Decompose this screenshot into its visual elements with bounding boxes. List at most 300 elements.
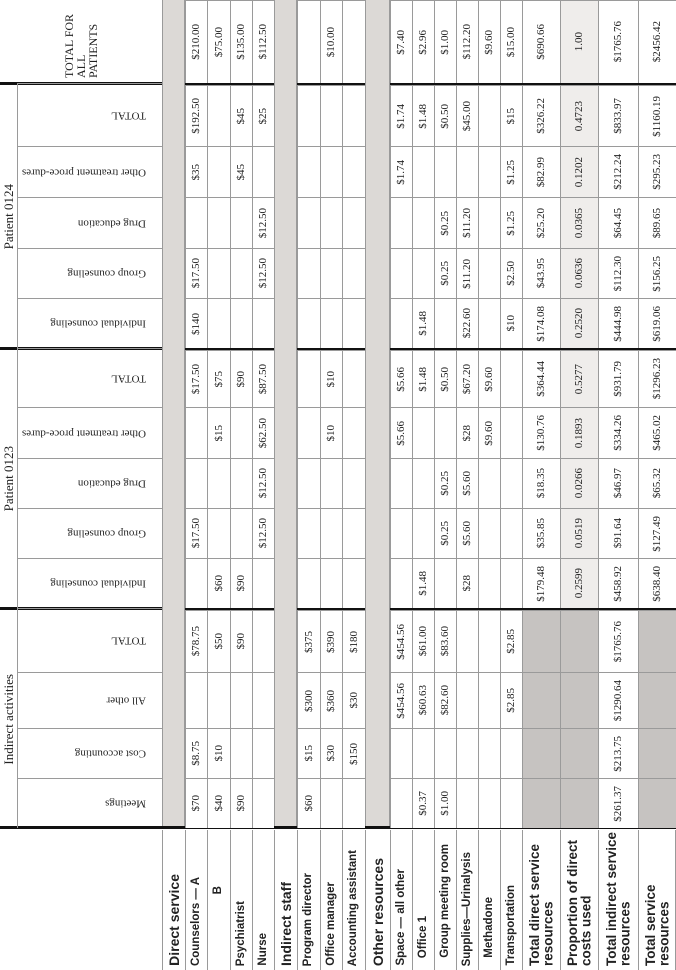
table-cell — [456, 610, 478, 672]
table-cell — [500, 146, 522, 197]
table-cell — [390, 197, 412, 248]
table-cell — [638, 610, 676, 672]
cell-value: $35.85 — [535, 518, 547, 549]
cell-value: $12.50 — [257, 518, 269, 549]
cell-value: $5.60 — [461, 471, 473, 496]
table-cell — [522, 85, 560, 146]
table-cell — [456, 558, 478, 608]
table-cell — [185, 458, 207, 508]
cell-value: $295.23 — [651, 154, 663, 190]
table-cell — [297, 0, 320, 83]
table-cell — [320, 85, 342, 146]
cell-value: $5.66 — [395, 366, 407, 392]
cell-value: $127.49 — [651, 515, 663, 552]
table-cell — [207, 458, 230, 508]
table-cell — [638, 248, 676, 298]
row-label-text: Accounting assistant — [347, 849, 360, 966]
cell-value: $0.37 — [417, 791, 429, 816]
row-label-transportation — [500, 830, 522, 970]
table-cell — [185, 146, 207, 197]
table-cell — [390, 610, 412, 672]
table-cell — [434, 458, 456, 508]
table-cell — [207, 508, 230, 558]
cell-value: $78.75 — [190, 626, 202, 657]
cell-value: $1.48 — [417, 103, 429, 129]
table-cell — [252, 458, 274, 508]
table-cell — [500, 728, 522, 778]
cell-value: 0.0519 — [573, 518, 585, 549]
table-cell — [456, 728, 478, 778]
table-cell — [207, 728, 230, 778]
table-cell — [478, 672, 500, 728]
cell-value: $61.00 — [417, 626, 429, 657]
table-cell — [297, 298, 320, 348]
cell-value: $130.76 — [535, 415, 547, 451]
cell-value: $0.25 — [439, 210, 451, 236]
cell-value: $454.56 — [395, 623, 407, 660]
cell-value: $45 — [235, 163, 247, 181]
table-cell — [185, 298, 207, 348]
cell-value: 1.00 — [573, 32, 585, 52]
row-label-text: Total direct service resources — [527, 843, 556, 966]
column-header-label: Other treatment proce-dures — [22, 166, 146, 179]
table-cell — [456, 350, 478, 407]
row-label-indirect-staff — [274, 830, 297, 970]
column-header-label: Group counseling — [67, 527, 146, 540]
table-cell — [434, 508, 456, 558]
table-cell — [598, 298, 638, 348]
cell-value: $0.50 — [439, 103, 451, 129]
table-cell — [207, 197, 230, 248]
table-cell — [185, 407, 207, 458]
table-cell — [500, 508, 522, 558]
table-cell — [320, 197, 342, 248]
row-label-total-service-resources — [638, 830, 676, 970]
column-header-drug-education — [17, 197, 162, 248]
table-cell — [297, 558, 320, 608]
table-cell — [185, 197, 207, 248]
table-cell — [207, 0, 230, 83]
table-cell — [434, 146, 456, 197]
table-cell — [434, 298, 456, 348]
table-cell — [478, 407, 500, 458]
table-cell — [522, 407, 560, 458]
table-cell — [638, 508, 676, 558]
column-header-label: TOTAL — [111, 109, 146, 122]
cell-value: $15.00 — [505, 26, 517, 58]
row-label-other-resources — [365, 830, 390, 970]
cell-value: $10.00 — [325, 26, 337, 58]
row-label-group-meeting-room — [434, 830, 456, 970]
table-cell — [297, 672, 320, 728]
cell-value: $90 — [235, 633, 247, 650]
table-cell — [412, 350, 434, 407]
cell-value: $210.00 — [190, 24, 202, 60]
table-cell — [230, 672, 252, 728]
column-header-other-treatment-proce-dures — [17, 146, 162, 197]
table-cell — [434, 778, 456, 828]
cell-value: 0.0636 — [573, 258, 585, 289]
cell-value: $35 — [190, 163, 202, 181]
row-label-total-direct-service-resources — [522, 830, 560, 970]
table-cell — [390, 672, 412, 728]
group-header-patient-0123 — [0, 350, 17, 608]
table-cell — [320, 778, 342, 828]
table-cell — [390, 0, 412, 83]
cell-value: $638.40 — [651, 565, 663, 602]
cell-value: $22.60 — [461, 308, 473, 339]
table-cell — [522, 0, 560, 83]
column-header-total — [17, 83, 162, 146]
cell-value: $1.25 — [505, 210, 517, 236]
cell-value: $213.75 — [612, 735, 624, 772]
table-cell — [230, 85, 252, 146]
cell-value: $458.92 — [612, 565, 624, 602]
table-cell — [456, 146, 478, 197]
table-cell — [342, 350, 365, 407]
table-cell — [342, 672, 365, 728]
table-cell — [598, 672, 638, 728]
table-cell — [638, 0, 676, 83]
cell-value: $364.44 — [535, 361, 547, 397]
cell-value: $15 — [302, 745, 315, 762]
row-label-space-all-other — [390, 830, 412, 970]
cell-value: $60 — [212, 575, 225, 592]
table-cell — [320, 458, 342, 508]
table-cell — [500, 407, 522, 458]
table-cell — [434, 610, 456, 672]
table-cell — [252, 558, 274, 608]
table-cell — [342, 85, 365, 146]
table-cell — [185, 85, 207, 146]
table-cell — [478, 146, 500, 197]
table-cell — [412, 508, 434, 558]
row-label-text: Nurse — [256, 933, 269, 966]
table-cell — [412, 610, 434, 672]
cell-value: $0.50 — [439, 366, 451, 392]
cell-value: $90 — [235, 575, 247, 592]
table-cell — [598, 508, 638, 558]
table-cell — [560, 85, 598, 146]
cell-value: $2.85 — [505, 688, 517, 713]
row-label-program-director — [297, 830, 320, 970]
cell-value: $17.50 — [190, 363, 202, 395]
table-cell — [390, 85, 412, 146]
group-title: Patient 0124 — [0, 183, 16, 250]
column-header-individual-counseling — [17, 558, 162, 608]
row-label-text: Indirect staff — [278, 881, 294, 966]
table-cell — [185, 0, 207, 83]
row-label-text: B — [212, 885, 225, 894]
table-cell — [456, 407, 478, 458]
cell-value: $0.25 — [439, 261, 451, 286]
table-cell — [500, 248, 522, 298]
table-cell — [230, 610, 252, 672]
cell-value: $28 — [461, 424, 473, 442]
cell-value: $150 — [347, 742, 360, 765]
table-cell — [638, 146, 676, 197]
table-cell — [390, 350, 412, 407]
table-cell — [342, 248, 365, 298]
table-cell — [252, 610, 274, 672]
table-cell — [598, 778, 638, 828]
table-cell — [522, 558, 560, 608]
cell-value: $619.06 — [651, 305, 663, 342]
table-cell — [207, 248, 230, 298]
table-cell — [412, 728, 434, 778]
cell-value: $62.50 — [257, 417, 269, 449]
table-cell — [207, 350, 230, 407]
table-cell — [342, 558, 365, 608]
table-cell — [342, 610, 365, 672]
table-cell — [560, 778, 598, 828]
cell-value: $300 — [302, 689, 315, 712]
row-label-text: Psychiatrist — [234, 900, 247, 966]
table-cell — [478, 197, 500, 248]
cell-value: $326.22 — [535, 98, 547, 134]
table-cell — [207, 778, 230, 828]
cell-value: $2.96 — [417, 29, 429, 55]
cell-value: $9.60 — [483, 29, 495, 55]
cell-value: $375 — [302, 630, 315, 653]
table-cell — [478, 778, 500, 828]
row-label-text: Counselors — A — [189, 876, 202, 966]
column-header-group-counseling — [17, 248, 162, 298]
table-cell — [522, 672, 560, 728]
cell-value: $1.48 — [417, 571, 429, 596]
row-label-text: Program director — [302, 872, 315, 966]
table-cell — [598, 610, 638, 672]
table-cell — [252, 0, 274, 83]
row-label-total-indirect-service-resources — [598, 830, 638, 970]
column-header-label: TOTAL — [111, 634, 146, 647]
cell-value: 0.1202 — [573, 156, 585, 188]
table-cell — [342, 197, 365, 248]
table-cell — [252, 197, 274, 248]
cell-value: 0.4723 — [573, 100, 585, 132]
table-cell — [207, 558, 230, 608]
table-cell — [638, 350, 676, 407]
cell-value: $17.50 — [190, 518, 202, 549]
table-cell — [230, 298, 252, 348]
table-cell — [638, 197, 676, 248]
table-cell — [390, 778, 412, 828]
column-header-meetings — [17, 778, 162, 828]
cell-value: $60 — [302, 795, 315, 812]
cell-value: $82.99 — [535, 156, 547, 188]
table-cell — [500, 610, 522, 672]
column-header-label: Other treatment proce-dures — [22, 427, 146, 440]
cell-value: $10 — [325, 424, 337, 442]
cell-value: $192.50 — [190, 98, 202, 134]
column-header-label: Drug education — [77, 217, 146, 230]
section-divider-column — [274, 0, 297, 826]
table-cell — [500, 558, 522, 608]
table-cell — [522, 610, 560, 672]
table-cell — [456, 85, 478, 146]
table-cell — [342, 0, 365, 83]
table-cell — [560, 146, 598, 197]
cell-value: $25.20 — [535, 207, 547, 239]
table-cell — [185, 248, 207, 298]
table-cell — [560, 197, 598, 248]
cell-value: $30 — [325, 745, 337, 762]
cell-value: $174.08 — [535, 305, 547, 342]
table-cell — [412, 197, 434, 248]
table-cell — [500, 778, 522, 828]
row-label-nurse — [252, 830, 274, 970]
column-header-drug-education — [17, 458, 162, 508]
table-cell — [478, 0, 500, 83]
table-cell — [390, 407, 412, 458]
table-cell — [342, 298, 365, 348]
table-cell — [500, 672, 522, 728]
cell-value: $1290.64 — [612, 679, 624, 722]
cell-value: $179.48 — [535, 565, 547, 602]
cell-value: $156.25 — [651, 255, 663, 292]
table-cell — [252, 85, 274, 146]
table-cell — [412, 0, 434, 83]
table-cell — [434, 672, 456, 728]
cell-value: $12.50 — [257, 207, 269, 239]
table-cell — [252, 146, 274, 197]
table-cell — [185, 508, 207, 558]
table-cell — [598, 85, 638, 146]
cell-value: $75.00 — [212, 26, 225, 58]
table-cell — [252, 298, 274, 348]
row-label-text: Proportion of direct costs used — [565, 840, 594, 966]
table-cell — [412, 672, 434, 728]
column-header-all-other — [17, 672, 162, 728]
column-header-label: Individual counseling — [50, 577, 146, 590]
cell-value: 0.2599 — [573, 568, 585, 599]
cell-value: $11.20 — [461, 208, 473, 238]
table-cell — [252, 350, 274, 407]
cell-value: $15 — [212, 424, 225, 442]
table-cell — [522, 508, 560, 558]
table-cell — [560, 508, 598, 558]
table-cell — [478, 298, 500, 348]
cell-value: $2456.42 — [651, 21, 663, 63]
table-cell — [342, 778, 365, 828]
table-cell — [320, 0, 342, 83]
cell-value: $1.25 — [505, 159, 517, 185]
cell-value: 0.5277 — [573, 363, 585, 395]
table-cell — [390, 248, 412, 298]
column-header-label: Cost accounting — [74, 747, 146, 760]
cell-value: $11.20 — [461, 258, 473, 289]
table-cell — [412, 298, 434, 348]
cell-value: $1765.76 — [612, 21, 624, 63]
cell-value: $1296.23 — [651, 358, 663, 400]
row-label-text: Total indirect service resources — [604, 831, 633, 966]
table-cell — [390, 146, 412, 197]
table-cell — [207, 298, 230, 348]
table-cell — [320, 558, 342, 608]
table-cell — [478, 728, 500, 778]
table-cell — [252, 672, 274, 728]
table-cell — [522, 350, 560, 407]
row-label-text: Transportation — [504, 885, 517, 966]
table-cell — [598, 248, 638, 298]
cell-value: $454.56 — [395, 682, 407, 719]
table-cell — [252, 778, 274, 828]
table-cell — [500, 85, 522, 146]
total-all-patients-title: TOTAL FOR ALL PATIENTS — [62, 13, 100, 78]
table-cell — [598, 197, 638, 248]
table-cell — [297, 85, 320, 146]
row-label-office-1 — [412, 830, 434, 970]
cell-value: $15 — [505, 107, 517, 125]
cell-value: $0.25 — [439, 471, 451, 496]
cell-value: $60.63 — [417, 685, 429, 716]
row-label-office-manager — [320, 830, 342, 970]
cell-value: $690.66 — [535, 24, 547, 60]
cell-value: 0.2520 — [573, 308, 585, 339]
cell-value: $45 — [235, 107, 247, 125]
table-cell — [522, 728, 560, 778]
cell-value: $180 — [347, 630, 360, 653]
table-cell — [456, 248, 478, 298]
table-cell — [412, 407, 434, 458]
table-cell — [230, 248, 252, 298]
table-cell — [500, 458, 522, 508]
table-cell — [522, 458, 560, 508]
table-cell — [434, 350, 456, 407]
table-cell — [560, 610, 598, 672]
table-cell — [230, 146, 252, 197]
table-cell — [230, 197, 252, 248]
table-cell — [412, 248, 434, 298]
table-cell — [500, 197, 522, 248]
table-cell — [560, 407, 598, 458]
table-cell — [252, 407, 274, 458]
table-cell — [598, 0, 638, 83]
table-cell — [500, 350, 522, 407]
row-label-b — [207, 830, 230, 970]
cell-value: $112.50 — [257, 24, 269, 60]
table-cell — [560, 298, 598, 348]
table-cell — [320, 407, 342, 458]
table-cell — [456, 298, 478, 348]
cell-value: $1.74 — [395, 103, 407, 129]
cell-value: $9.60 — [483, 420, 495, 446]
cell-value: 0.0365 — [573, 207, 585, 239]
table-cell — [252, 728, 274, 778]
table-cell — [434, 558, 456, 608]
table-cell — [412, 778, 434, 828]
row-label-text: Methadone — [482, 897, 495, 958]
cell-value: $1.00 — [439, 29, 451, 55]
cell-value: $212.24 — [612, 154, 624, 190]
table-cell — [434, 197, 456, 248]
cell-value: $91.64 — [612, 518, 624, 549]
row-label-text: Supplies—Urinalysis — [460, 851, 473, 966]
column-header-label: Drug education — [77, 477, 146, 490]
row-label-proportion-of-direct-costs-used — [560, 830, 598, 970]
cell-value: $12.50 — [257, 468, 269, 499]
table-cell — [560, 672, 598, 728]
cell-value: $1160.19 — [651, 95, 663, 137]
table-cell — [560, 350, 598, 407]
total-all-patients-header — [0, 0, 162, 82]
cell-value: $75 — [212, 370, 225, 388]
cell-value: $1.00 — [439, 791, 451, 816]
row-label-psychiatrist — [230, 830, 252, 970]
table-cell — [207, 407, 230, 458]
table-cell — [456, 508, 478, 558]
table-cell — [207, 146, 230, 197]
